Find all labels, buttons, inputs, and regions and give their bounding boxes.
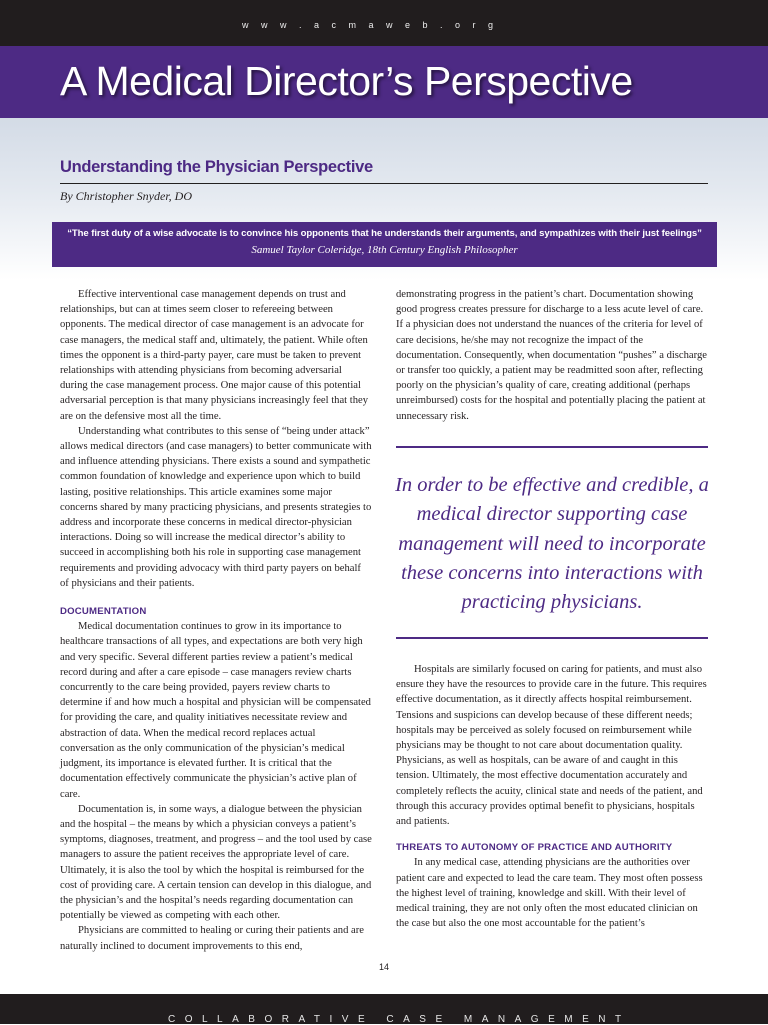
paragraph: demonstrating progress in the patient’s chart. Documentation showing good progress creates pressure for discharge to a less acute level of care. If a physician does not understand the nuances of the criteria for level of care decisions, he/she may not recognize the impact of the documentation. Consequently, when documentation “pushes” a discharge or transfer too quickly, a patient may be readmitted soon after, reflecting poorly on the physician’s quality of care, creating additional (perhaps unreimbursed) costs for the hospital and potentially placing the patient at unnecessary risk. <box>396 289 707 422</box>
paragraph: Effective interventional case management depends on trust and relationships, but can at times seem closer to refereeing between opponents. The medical director of case management is an advocate for case managers, the medical staff and, ultimately, the patient. While often times the opponent is a third-party payer, care must be taken to prevent relationships with attending physicians from becoming adversarial during the case management process. One major cause of this potential adversarial perception is that many physicians increasingly feel that they are on the defensive most all the time. <box>60 289 368 422</box>
top-bar <box>0 0 768 46</box>
page-title: A Medical Director’s Perspective <box>60 58 633 104</box>
publication-name: COLLABORATIVE CASE MANAGEMENT <box>168 1014 631 1025</box>
headline-divider <box>60 183 708 184</box>
epigraph-box <box>52 222 717 267</box>
page-number: 14 <box>378 962 389 972</box>
section-heading-autonomy: THREATS TO AUTONOMY OF PRACTICE AND AUTHORITY <box>396 842 673 854</box>
right-column-bottom <box>396 662 708 931</box>
article-headline: Understanding the Physician Perspective <box>60 158 373 176</box>
paragraph: Understanding what contributes to this sense of “being under attack” allows medical directors (and case managers) to better communicate with and influence attending physicians. There exists a sound and sympathetic common foundation of knowledge and experience upon which to build lasting, positive relationships. This article examines some major concerns shared by many practicing physicians, and presents strategies to address and incorporate these concerns in medical director-physician interactions. Doing so will increase the medical director’s ability to succeed in accomplishing both his role in supporting case management requirements and providing advocacy with third party payers on behalf of physicians and their patients. <box>60 425 372 589</box>
article-byline: By Christopher Snyder, DO <box>60 189 192 203</box>
paragraph: Documentation is, in some ways, a dialogue between the physician and the hospital – the means by which a physician conveys a patient’s symptoms, diagnoses, treatment, and progress – and the tool used by case managers to assure the patient receives the appropriate level of care. Ultimately, it is also the tool by which the hospital is reimbursed for the cost of providing care. A certain tension can develop in this dialogue, and the physician’s and the hospital’s needs regarding documentation can potentially be viewed as competing with each other. <box>60 803 372 922</box>
footer-bar <box>0 994 768 1024</box>
right-column-top <box>396 287 708 424</box>
paragraph: Medical documentation continues to grow in its importance to healthcare transactions of all types, and expectations are both very high and very specific. Several different parties review a patient’s medical record during and after a care episode – case managers review charts concurrently to the care being provided, payers review charts to determine if and how much a hospital and physician will be compensated for providing the care, and quality initiatives necessitate review and abstraction of data. When the medical record replaces actual conversation as the only communication of the physician’s medical judgment, its importance is elevated further. It is critical that the documentation effectively communicate the physician’s active plan of care. <box>60 621 371 800</box>
pull-quote: In order to be effective and credible, a medical director supporting case management will need to incorporate these concerns into interactions with practicing physicians. <box>395 474 709 614</box>
pull-quote-rule-top <box>396 446 708 448</box>
pull-quote-rule-bottom <box>396 637 708 639</box>
paragraph: In any medical case, attending physicians are the authorities over patient care and expected to lead the care team. They most often possess the highest level of training, knowledge and skill. With their level of medical training, they are not only often the most educated clinician on the case but also the one most accountable for the patient’s <box>396 857 703 930</box>
title-banner <box>0 46 768 118</box>
epigraph-quote: “The first duty of a wise advocate is to convince his opponents that he understands their arguments, and sympathizes with their just feelings” <box>67 228 702 239</box>
paragraph: Hospitals are similarly focused on caring for patients, and must also ensure they have the resources to provide care in the future. This requires effective documentation, as it directly affects hospital reimbursement. Tensions and suspicions can develop because of these different needs; hospitals may be perceived as solely focused on reimbursement while physicians may be thought to not care about documentation quality. Physicians, as well as hospitals, can be aware of and caught in this tension. Ultimately, the most effective documentation accurately and completely reflects the acuity, clinical state and needs of the patient, and through this accuracy provides optimal benefit to physicians, hospitals and patients. <box>396 664 707 828</box>
section-heading-documentation: DOCUMENTATION <box>60 606 147 618</box>
epigraph-attribution: Samuel Taylor Coleridge, 18th Century English Philosopher <box>251 244 518 256</box>
left-column <box>60 287 372 954</box>
paragraph: Physicians are committed to healing or curing their patients and are naturally inclined to document improvements to this end, <box>60 925 364 952</box>
website-url: w w w . a c m a w e b . o r g <box>241 20 498 30</box>
